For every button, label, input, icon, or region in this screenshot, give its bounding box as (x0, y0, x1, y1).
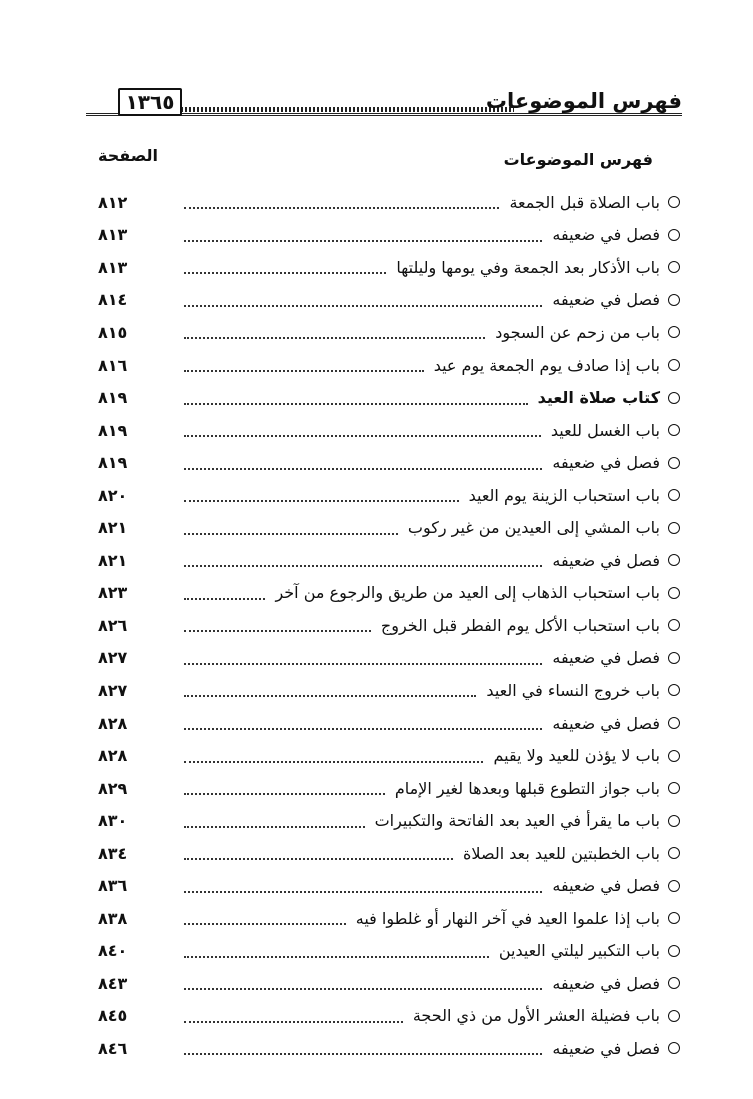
circle-bullet-icon (668, 1042, 680, 1054)
circle-bullet-icon (668, 489, 680, 501)
circle-bullet-icon (668, 522, 680, 534)
circle-bullet-icon (668, 945, 680, 957)
toc-entry-title: فصل في ضعيفه (552, 290, 660, 310)
toc-entry-title: فصل في ضعيفه (552, 453, 660, 473)
page-number: ١٣٦٥ (118, 88, 182, 116)
toc-entry[interactable] (98, 902, 680, 935)
dot-leader (184, 695, 476, 697)
circle-bullet-icon (668, 1010, 680, 1022)
dot-leader (184, 761, 483, 763)
toc-entry-title: باب الخطبتين للعيد بعد الصلاة (463, 843, 660, 863)
toc-entry[interactable] (98, 935, 680, 968)
toc-entry-page: ٨٢٨ (98, 746, 128, 766)
toc-entry[interactable] (98, 642, 680, 675)
toc-entry-page: ٨٣٤ (98, 843, 128, 863)
toc-entry-title: باب لا يؤذن للعيد ولا يقيم (493, 746, 660, 766)
toc-entry[interactable] (98, 1000, 680, 1033)
circle-bullet-icon (668, 652, 680, 664)
toc-entry-page: ٨٢٧ (98, 648, 128, 668)
circle-bullet-icon (668, 619, 680, 631)
toc-entry[interactable] (98, 707, 680, 740)
circle-bullet-icon (668, 684, 680, 696)
toc-entry[interactable] (98, 1032, 680, 1065)
dot-leader (184, 240, 542, 242)
toc-entry-title: باب من زحم عن السجود (495, 322, 660, 342)
toc-entry-page: ٨٢٩ (98, 778, 128, 798)
toc-entry[interactable] (98, 804, 680, 837)
circle-bullet-icon (668, 554, 680, 566)
toc-entry-title: باب الصلاة قبل الجمعة (509, 192, 660, 212)
circle-bullet-icon (668, 880, 680, 892)
dot-leader (184, 923, 346, 925)
toc-entry[interactable] (98, 316, 680, 349)
circle-bullet-icon (668, 261, 680, 273)
circle-bullet-icon (668, 392, 680, 404)
toc-entry-page: ٨٤٣ (98, 973, 128, 993)
toc-entry-page: ٨٤٦ (98, 1038, 128, 1058)
toc-entry-title: باب استحباب الزينة يوم العيد (468, 485, 660, 505)
circle-bullet-icon (668, 229, 680, 241)
toc-entry-page: ٨١٥ (98, 322, 128, 342)
toc-entry-title: باب إذا علموا العيد في آخر النهار أو غلطوا فيه (355, 908, 660, 928)
toc-entry-page: ٨٢١ (98, 550, 128, 570)
dot-leader (184, 207, 499, 209)
toc-entry[interactable] (98, 837, 680, 870)
toc-entry-title: باب استحباب الذهاب إلى العيد من طريق والرجوع من آخر (275, 583, 660, 603)
dot-leader (184, 305, 542, 307)
dot-leader (184, 598, 265, 600)
dot-leader (184, 858, 453, 860)
toc-entry-title: باب الغسل للعيد (550, 420, 660, 440)
toc-entry-title: فصل في ضعيفه (552, 973, 660, 993)
toc-entry-page: ٨١٦ (98, 355, 128, 375)
toc-entry[interactable] (98, 284, 680, 317)
dot-leader (184, 533, 398, 535)
circle-bullet-icon (668, 587, 680, 599)
toc-entry-page: ٨٤٠ (98, 941, 128, 961)
toc-entry[interactable] (98, 186, 680, 219)
dot-leader (184, 435, 541, 437)
dot-leader (184, 663, 542, 665)
circle-bullet-icon (668, 294, 680, 306)
toc-entry[interactable] (98, 251, 680, 284)
circle-bullet-icon (668, 717, 680, 729)
toc-entry-page: ٨٢١ (98, 518, 128, 538)
circle-bullet-icon (668, 424, 680, 436)
dot-leader (184, 891, 542, 893)
dot-leader (184, 1053, 542, 1055)
toc-entry-title: فصل في ضعيفه (552, 1038, 660, 1058)
dot-leader (184, 370, 424, 372)
circle-bullet-icon (668, 359, 680, 371)
toc-entry-page: ٨١٩ (98, 420, 128, 440)
running-title: فهرس الموضوعات (485, 89, 682, 113)
dot-leader (184, 956, 489, 958)
toc-entry-page: ٨١٩ (98, 453, 128, 473)
toc-entry[interactable] (98, 544, 680, 577)
toc-entry-page: ٨١٢ (98, 192, 128, 212)
toc-entry-page: ٨٣٨ (98, 908, 128, 928)
toc-entry[interactable] (98, 349, 680, 382)
toc-entry[interactable] (98, 219, 680, 252)
toc-entry[interactable] (98, 609, 680, 642)
circle-bullet-icon (668, 457, 680, 469)
header-ornament (181, 107, 514, 112)
toc-entry[interactable] (98, 674, 680, 707)
toc-entry[interactable] (98, 869, 680, 902)
toc-entry-title: باب فضيلة العشر الأول من ذي الحجة (412, 1006, 660, 1026)
toc-entry-title: فصل في ضعيفه (552, 550, 660, 570)
dot-leader (184, 728, 542, 730)
circle-bullet-icon (668, 847, 680, 859)
toc-entry-page: ٨٢٨ (98, 713, 128, 733)
toc-entry-page: ٨٢٧ (98, 680, 128, 700)
circle-bullet-icon (668, 977, 680, 989)
dot-leader (184, 988, 542, 990)
toc-entry-page: ٨٣٦ (98, 876, 128, 896)
circle-bullet-icon (668, 815, 680, 827)
toc-entry-title: باب الأذكار بعد الجمعة وفي يومها وليلتها (396, 257, 660, 277)
toc-entry[interactable] (98, 414, 680, 447)
circle-bullet-icon (668, 196, 680, 208)
toc-entry-title: كتاب صلاة العيد (537, 388, 660, 408)
dot-leader (184, 793, 385, 795)
toc-entry-title: فصل في ضعيفه (552, 713, 660, 733)
dot-leader (184, 826, 365, 828)
toc-entry-title: باب خروج النساء في العيد (486, 680, 660, 700)
toc-entry-title: باب التكبير ليلتي العيدين (498, 941, 660, 961)
toc-entry[interactable] (98, 967, 680, 1000)
toc-entry-page: ٨١٩ (98, 388, 128, 408)
toc-entry-page: ٨٢٠ (98, 485, 128, 505)
dot-leader (184, 630, 371, 632)
toc-entry-page: ٨١٣ (98, 257, 128, 277)
circle-bullet-icon (668, 782, 680, 794)
dot-leader (184, 468, 542, 470)
toc-entry-title: باب إذا صادف يوم الجمعة يوم عيد (433, 355, 660, 375)
toc-entry-title: فصل في ضعيفه (552, 225, 660, 245)
toc-entry-page: ٨١٤ (98, 290, 128, 310)
toc-entry-title: باب جواز التطوع قبلها وبعدها لغير الإمام (394, 778, 660, 798)
toc-heading: فهرس الموضوعات (503, 150, 653, 169)
page-header (86, 88, 682, 118)
toc-entry-page: ٨٢٣ (98, 583, 128, 603)
circle-bullet-icon (668, 750, 680, 762)
toc-entry[interactable] (98, 446, 680, 479)
toc-entry[interactable] (98, 479, 680, 512)
toc-list (98, 186, 680, 1065)
toc-entry-title: باب المشي إلى العيدين من غير ركوب (407, 518, 660, 538)
toc-entry-title: باب استحباب الأكل يوم الفطر قبل الخروج (380, 615, 660, 635)
dot-leader (184, 337, 485, 339)
toc-entry[interactable] (98, 772, 680, 805)
dot-leader (184, 565, 542, 567)
toc-entry-page: ٨٤٥ (98, 1006, 128, 1026)
circle-bullet-icon (668, 326, 680, 338)
dot-leader (184, 500, 459, 502)
toc-entry-title: فصل في ضعيفه (552, 876, 660, 896)
toc-entry-title: باب ما يقرأ في العيد بعد الفاتحة والتكبيرات (374, 811, 660, 831)
dot-leader (184, 1021, 403, 1023)
toc-entry-page: ٨١٣ (98, 225, 128, 245)
page-column-heading: الصفحة (98, 146, 159, 165)
toc-entry-page: ٨٢٦ (98, 615, 128, 635)
toc-entry[interactable] (98, 511, 680, 544)
toc-entry[interactable] (98, 577, 680, 610)
dot-leader (184, 272, 386, 274)
toc-entry-title: فصل في ضعيفه (552, 648, 660, 668)
toc-entry[interactable] (98, 381, 680, 414)
circle-bullet-icon (668, 912, 680, 924)
dot-leader (184, 403, 528, 405)
toc-entry[interactable] (98, 739, 680, 772)
toc-entry-page: ٨٣٠ (98, 811, 128, 831)
